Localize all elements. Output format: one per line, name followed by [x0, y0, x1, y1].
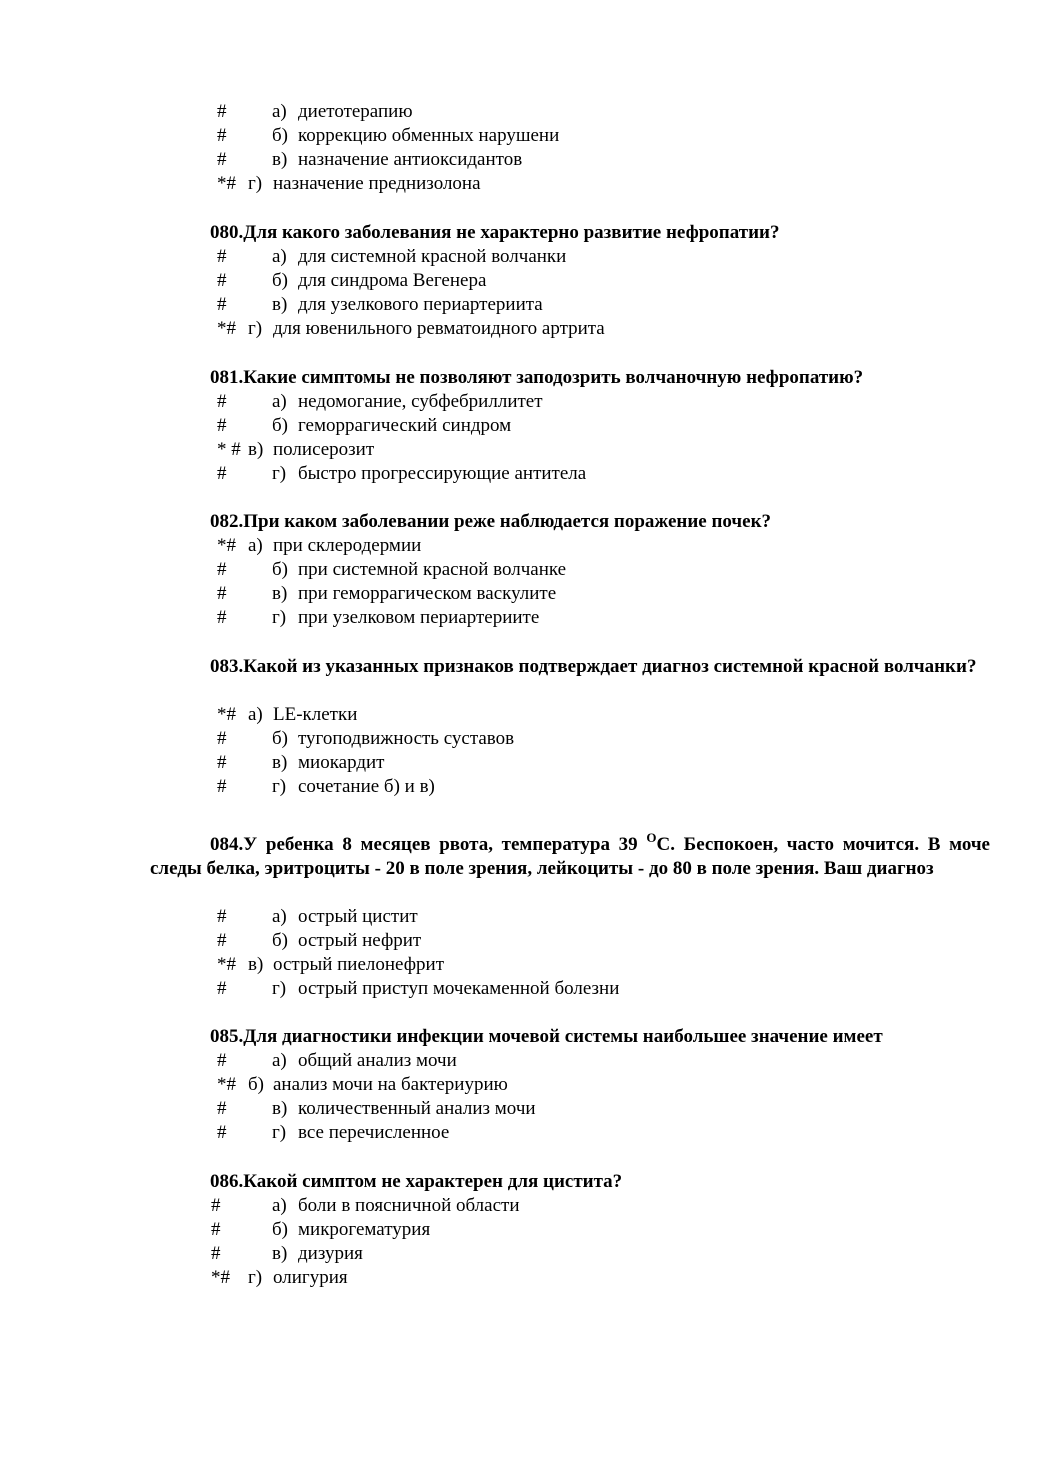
answer-option-correct [0, 703, 1039, 727]
question-080 [210, 221, 990, 245]
option-letter: б) [272, 1219, 288, 1240]
answer-marker: # [217, 101, 227, 122]
option-letter: г) [272, 463, 287, 484]
answer-option [0, 269, 1039, 293]
answer-marker: # [217, 391, 227, 412]
option-text: диетотерапию [298, 101, 413, 122]
answer-marker: # [217, 728, 227, 749]
answer-option [0, 462, 1039, 486]
question-text-continued: С. Беспокоен, часто мочится. В моче следы белка, эритроциты - 20 в поле зрения, лейкоциты - до 80 в поле зрения. Ваш диагноз [150, 834, 990, 879]
option-letter: б) [272, 415, 288, 436]
question-number: 083. [210, 656, 244, 677]
option-text: недомогание, субфебриллитет [298, 391, 543, 412]
answer-marker: # [217, 978, 227, 999]
question-number: 082. [210, 511, 244, 532]
question-number: 085. [210, 1026, 244, 1047]
option-text: тугоподвижность суставов [298, 728, 515, 749]
option-text: назначение антиоксидантов [298, 149, 523, 170]
option-text: количественный анализ мочи [298, 1098, 536, 1119]
answer-option [0, 1242, 1039, 1266]
answer-marker: # [217, 149, 227, 170]
answer-marker: * # [217, 439, 241, 460]
answer-option [0, 606, 1039, 630]
answer-option [0, 1049, 1039, 1073]
option-text: сочетание б) и в) [298, 776, 435, 797]
option-text: для узелкового периартериита [298, 294, 543, 315]
question-number: 084. [210, 834, 244, 855]
answer-marker: *# [217, 1074, 236, 1095]
option-text: для системной красной волчанки [298, 246, 567, 267]
answer-marker: # [217, 463, 227, 484]
question-text: У ребенка 8 месяцев рвота, температура 39 [243, 834, 647, 855]
option-text: острый пиелонефрит [273, 954, 444, 975]
answer-option [0, 390, 1039, 414]
option-text: микрогематурия [298, 1219, 431, 1240]
answer-option [0, 124, 1039, 148]
answer-option [0, 751, 1039, 775]
option-letter: б) [248, 1074, 264, 1095]
option-letter: в) [272, 752, 288, 773]
option-text: полисерозит [273, 439, 375, 460]
answer-marker: # [211, 1195, 221, 1216]
answer-option-correct [0, 317, 1039, 341]
option-text: при склеродермии [273, 535, 422, 556]
answer-marker: # [211, 1219, 221, 1240]
answer-option-correct [0, 172, 1039, 196]
option-text: для ювенильного ревматоидного артрита [273, 318, 605, 339]
option-letter: а) [272, 391, 287, 412]
option-letter: г) [248, 173, 263, 194]
question-text: Какой симптом не характерен для цистита? [243, 1171, 623, 1192]
question-text: Для диагностики инфекции мочевой системы наибольшее значение имеет [243, 1026, 883, 1047]
answer-option [0, 558, 1039, 582]
answer-option-correct [0, 1266, 1039, 1290]
option-letter: г) [272, 1122, 287, 1143]
question-number: 080. [210, 222, 244, 243]
answer-option-correct [0, 953, 1039, 977]
question-081 [210, 366, 990, 390]
option-text: назначение преднизолона [273, 173, 481, 194]
option-letter: г) [272, 607, 287, 628]
answer-marker: # [217, 752, 227, 773]
option-letter: в) [272, 1243, 288, 1264]
answer-option [0, 1218, 1039, 1242]
question-number: 081. [210, 367, 244, 388]
question-text: Какие симптомы не позволяют заподозрить волчаночную нефропатию? [243, 367, 864, 388]
answer-marker: *# [211, 1267, 230, 1288]
option-letter: в) [272, 583, 288, 604]
answer-marker: # [217, 1122, 227, 1143]
option-letter: г) [272, 978, 287, 999]
answer-marker: *# [217, 318, 236, 339]
option-text: острый нефрит [298, 930, 422, 951]
option-text: общий анализ мочи [298, 1050, 457, 1071]
option-text: геморрагический синдром [298, 415, 512, 436]
answer-option [0, 929, 1039, 953]
option-letter: б) [272, 125, 288, 146]
option-text: миокардит [298, 752, 385, 773]
answer-marker: # [217, 125, 227, 146]
question-text: Для какого заболевания не характерно развитие нефропатии? [243, 222, 780, 243]
option-letter: в) [248, 954, 264, 975]
degree-sign: O [646, 830, 657, 845]
answer-marker: *# [217, 173, 236, 194]
answer-marker: # [217, 583, 227, 604]
answer-marker: *# [217, 535, 236, 556]
option-letter: в) [272, 1098, 288, 1119]
question-083 [150, 655, 990, 679]
answer-marker: # [217, 906, 227, 927]
answer-option [0, 293, 1039, 317]
option-letter: а) [248, 704, 263, 725]
answer-marker: # [217, 1098, 227, 1119]
option-text: все перечисленное [298, 1122, 450, 1143]
answer-option [0, 775, 1039, 799]
option-letter: а) [272, 101, 287, 122]
answer-option [0, 977, 1039, 1001]
option-text: для синдрома Вегенера [298, 270, 487, 291]
answer-option [0, 1121, 1039, 1145]
option-letter: в) [248, 439, 264, 460]
option-letter: г) [248, 1267, 263, 1288]
answer-marker: # [217, 607, 227, 628]
option-letter: г) [248, 318, 263, 339]
question-text: Какой из указанных признаков подтверждает диагноз системной красной волчанки? [243, 656, 977, 677]
answer-marker: *# [217, 954, 236, 975]
question-number: 086. [210, 1171, 244, 1192]
answer-option [0, 245, 1039, 269]
option-letter: г) [272, 776, 287, 797]
option-letter: б) [272, 270, 288, 291]
question-text: При каком заболевании реже наблюдается поражение почек? [243, 511, 772, 532]
option-letter: в) [272, 149, 288, 170]
answer-marker: # [217, 294, 227, 315]
question-086 [210, 1170, 990, 1194]
answer-marker: *# [217, 704, 236, 725]
option-text: анализ мочи на бактериурию [273, 1074, 508, 1095]
answer-option [0, 414, 1039, 438]
answer-marker: # [217, 246, 227, 267]
option-letter: б) [272, 559, 288, 580]
option-letter: в) [272, 294, 288, 315]
option-text: быстро прогрессирующие антитела [298, 463, 587, 484]
option-letter: а) [248, 535, 263, 556]
answer-option [0, 1194, 1039, 1218]
answer-option-correct [0, 1073, 1039, 1097]
answer-option [0, 1097, 1039, 1121]
option-text: дизурия [298, 1243, 363, 1264]
answer-option [0, 582, 1039, 606]
answer-marker: # [217, 270, 227, 291]
answer-marker: # [217, 776, 227, 797]
option-text: при геморрагическом васкулите [298, 583, 557, 604]
answer-option [0, 148, 1039, 172]
answer-marker: # [217, 930, 227, 951]
option-letter: а) [272, 1195, 287, 1216]
option-letter: б) [272, 930, 288, 951]
answer-option-correct [0, 438, 1039, 462]
answer-marker: # [217, 415, 227, 436]
option-text: боли в поясничной области [298, 1195, 520, 1216]
answer-marker: # [217, 1050, 227, 1071]
option-letter: а) [272, 246, 287, 267]
answer-option-correct [0, 534, 1039, 558]
answer-marker: # [211, 1243, 221, 1264]
option-text: олигурия [273, 1267, 348, 1288]
option-letter: б) [272, 728, 288, 749]
option-letter: а) [272, 906, 287, 927]
answer-option [0, 905, 1039, 929]
option-text: LE-клетки [273, 704, 358, 725]
option-text: при системной красной волчанке [298, 559, 567, 580]
question-085 [210, 1025, 990, 1049]
question-082 [210, 510, 990, 534]
question-084 [150, 830, 990, 881]
option-text: при узелковом периартериите [298, 607, 540, 628]
answer-marker: # [217, 559, 227, 580]
option-text: острый цистит [298, 906, 418, 927]
answer-option [0, 727, 1039, 751]
option-text: коррекцию обменных нарушени [298, 125, 560, 146]
option-text: острый приступ мочекаменной болезни [298, 978, 620, 999]
answer-option [0, 100, 1039, 124]
option-letter: а) [272, 1050, 287, 1071]
